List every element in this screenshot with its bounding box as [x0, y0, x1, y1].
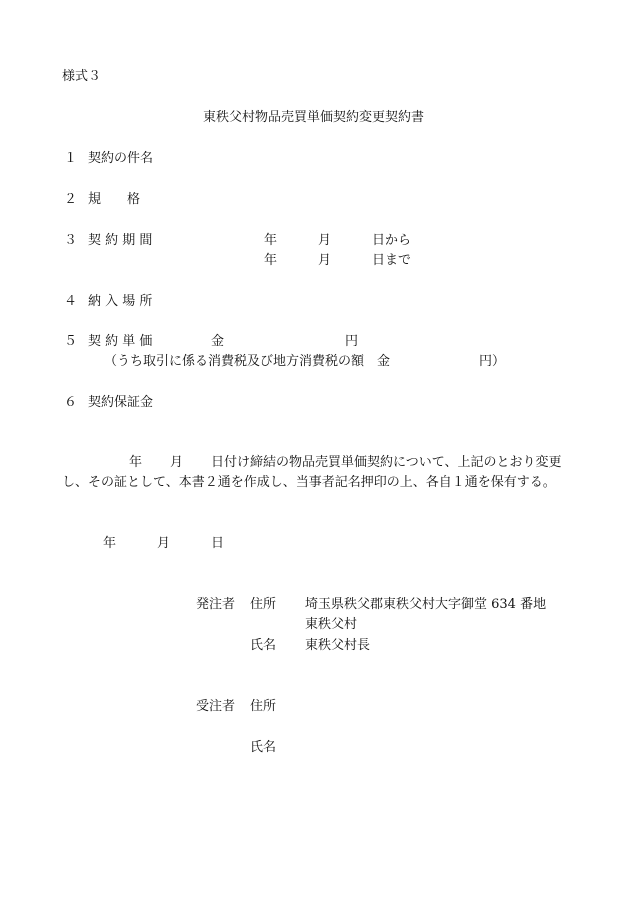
- form-label: 様式３: [62, 69, 102, 84]
- item-1-number: １: [64, 151, 78, 166]
- period-from-month: 月: [318, 233, 332, 248]
- orderer-address: 埼玉県秩父郡東秩父村大字御堂 634 番地: [305, 597, 547, 612]
- contractor-address-label: 住所: [250, 699, 277, 714]
- period-to-day: 日まで: [372, 253, 412, 268]
- tax-note: （うち取引に係る消費税及び地方消費税の額 金: [104, 354, 391, 369]
- item-5-number: ５: [64, 334, 78, 349]
- period-from-year: 年: [264, 233, 278, 248]
- body-year: 年: [129, 455, 143, 470]
- tax-yen: 円）: [479, 354, 506, 369]
- item-6-number: ６: [64, 395, 78, 410]
- document-title: 東秩父村物品売買単価契約変更契約書: [203, 110, 425, 125]
- period-to-month: 月: [318, 253, 332, 268]
- unit-price-kin: 金: [211, 334, 225, 349]
- orderer-address-label: 住所: [250, 597, 277, 612]
- period-to-year: 年: [264, 253, 278, 268]
- contractor-role: 受注者: [196, 699, 236, 714]
- item-2-number: ２: [64, 192, 78, 207]
- body-month: 月: [170, 455, 184, 470]
- date-day: 日: [211, 536, 225, 551]
- orderer-name: 東秩父村長: [305, 638, 371, 653]
- item-4-label: 納 入 場 所: [88, 294, 153, 309]
- item-6-label: 契約保証金: [88, 395, 154, 410]
- item-2-label: 規 格: [88, 192, 141, 207]
- body-line-2: し、その証として、本書２通を作成し、当事者記名押印の上、各自１通を保有する。: [62, 475, 556, 490]
- unit-price-yen: 円: [345, 334, 359, 349]
- orderer-address-line-2: 東秩父村: [305, 617, 358, 632]
- orderer-name-label: 氏名: [250, 638, 277, 653]
- item-1-label: 契約の件名: [88, 151, 154, 166]
- body-line-1: 日付け締結の物品売買単価契約について、上記のとおり変更: [211, 455, 562, 470]
- item-3-number: ３: [64, 233, 78, 248]
- contractor-name-label: 氏名: [250, 740, 277, 755]
- date-year: 年: [103, 536, 117, 551]
- item-3-label: 契 約 期 間: [88, 233, 153, 248]
- item-5-label: 契 約 単 価: [88, 334, 153, 349]
- period-from-day: 日から: [372, 233, 412, 248]
- item-4-number: ４: [64, 294, 78, 309]
- orderer-role: 発注者: [196, 597, 236, 612]
- date-month: 月: [157, 536, 171, 551]
